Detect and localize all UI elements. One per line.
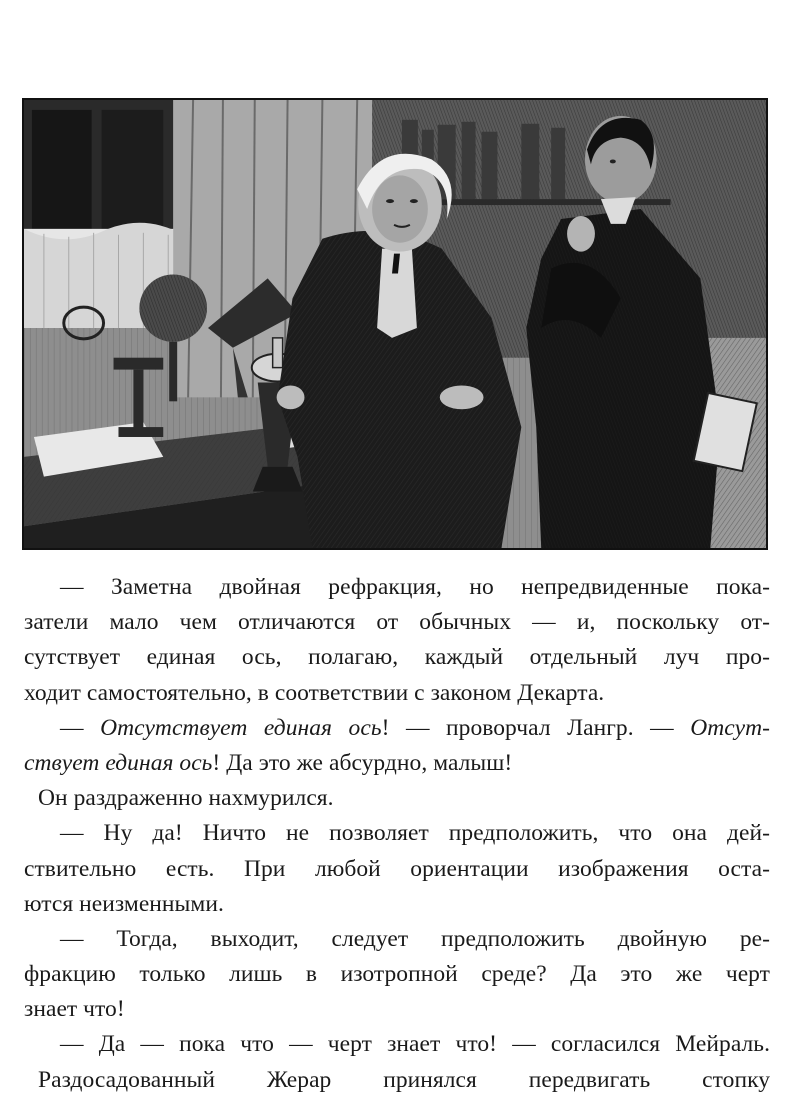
- text-line: ются неизменными.: [24, 890, 224, 917]
- text-line: ходит самостоятельно, в соответствии с законом Декарта.: [24, 679, 605, 706]
- text-line: — Тогда, выходит, следует предположить двойную ре-: [60, 925, 770, 952]
- text-segment: —: [60, 714, 101, 741]
- text-line: [24, 746, 770, 781]
- text-line: — Да — пока что — черт знает что! — согласился Мейраль.: [60, 1031, 770, 1058]
- italic-segment: Отсутствует единая ось: [100, 714, 382, 741]
- illustration-engraving: [24, 100, 766, 548]
- italic-segment: Отсут-: [690, 714, 770, 741]
- italic-segment: ствует единая ось: [24, 749, 213, 776]
- text-line: затели мало чем отличаются от обычных — и, поскольку от-: [24, 609, 770, 636]
- illustration-frame: [22, 98, 768, 550]
- text-line: сутствует единая ось, полагаю, каждый отдельный луч про-: [24, 644, 770, 671]
- text-line: — Ну да! Ничто не позволяет предположить, что она дей-: [60, 820, 770, 847]
- body-text: [24, 570, 770, 1098]
- text-line: [24, 711, 770, 746]
- text-line: фракцию только лишь в изотропной среде? Да это же черт: [24, 961, 770, 988]
- text-line: ствительно есть. При любой ориентации изображения оста-: [24, 855, 770, 882]
- text-line: знает что!: [24, 996, 125, 1023]
- text-line: Он раздраженно нахмурился.: [38, 785, 334, 812]
- text-line: — Заметна двойная рефракция, но непредвиденные пока-: [60, 574, 770, 600]
- text-segment: ! — проворчал Лангр. —: [381, 714, 691, 741]
- text-segment: ! Да это же абсурдно, малыш!: [212, 749, 513, 776]
- text-line: Раздосадованный Жерар принялся передвигать стопку: [38, 1066, 770, 1093]
